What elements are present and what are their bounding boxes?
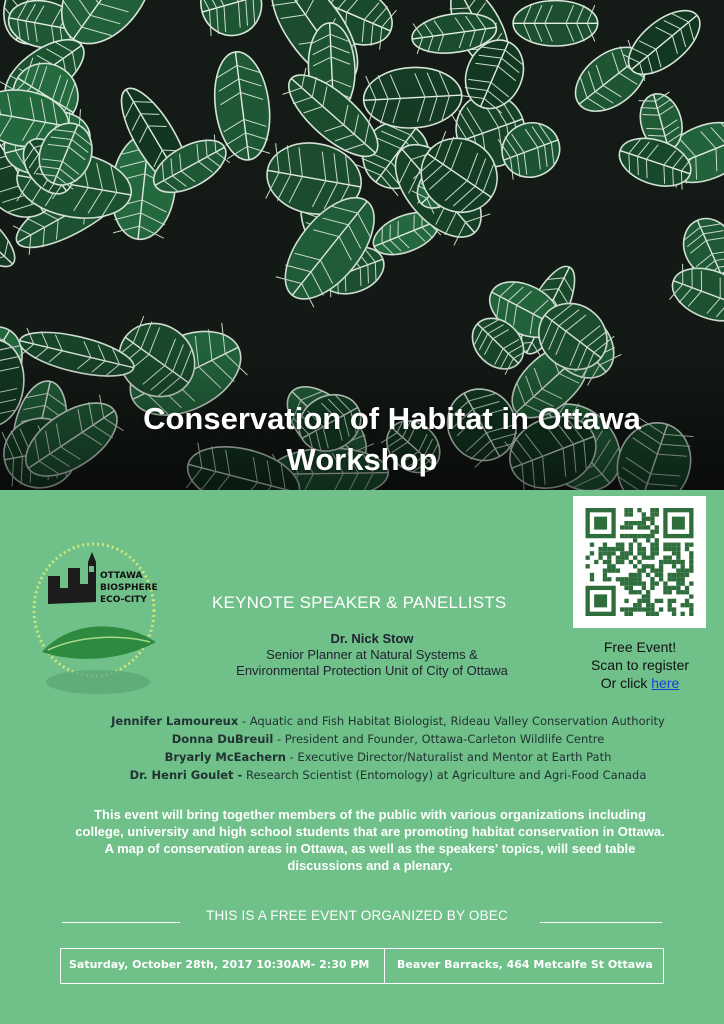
event-location: Beaver Barracks, 464 Metcalfe St Ottawa: [397, 958, 653, 971]
panellist-role: - President and Founder, Ottawa-Carleton Wildlife Centre: [273, 732, 605, 746]
register-link[interactable]: here: [651, 675, 680, 691]
keynote-speaker-name: Dr. Nick Stow: [330, 631, 414, 646]
panellist-name: Jennifer Lamoureux: [111, 714, 239, 728]
keynote-speaker: [190, 631, 554, 679]
panellist-item: [60, 730, 716, 748]
click-label: [570, 674, 710, 692]
divider-right: [540, 922, 662, 923]
panellist-list: [60, 712, 716, 784]
event-date: Saturday, October 28th, 2017 10:30AM- 2:30 PM: [69, 958, 370, 971]
divider-left: [62, 922, 180, 923]
qr-code-icon: [585, 508, 694, 616]
free-event-banner: [0, 908, 724, 928]
title-line-1: Conservation of Habitat in Ottawa: [143, 401, 641, 436]
event-details-box: [60, 948, 664, 984]
logo-text-3: ECO-CITY: [100, 595, 147, 605]
hero-image: [0, 0, 724, 490]
click-prefix: Or click: [600, 675, 652, 691]
keynote-speaker-role-1: Senior Planner at Natural Systems &: [266, 647, 478, 662]
panellist-role: - Executive Director/Naturalist and Mentor at Earth Path: [285, 750, 612, 764]
eco-city-logo-icon: [28, 532, 168, 704]
page-title: [0, 398, 724, 480]
qr-code[interactable]: [573, 496, 706, 628]
panellist-item: [60, 766, 716, 784]
panellist-item: [60, 712, 716, 730]
registration-info: [570, 638, 710, 692]
logo-text-2: BIOSPHERE: [100, 583, 158, 593]
logo-text-1: OTTAWA: [100, 571, 143, 581]
panellist-item: [60, 748, 716, 766]
panellist-name: Bryarly McEachern: [164, 750, 286, 764]
free-event-note: THIS IS A FREE EVENT ORGANIZED BY OBEC: [206, 908, 508, 923]
panellist-name: Dr. Henri Goulet -: [129, 768, 243, 782]
keynote-heading: KEYNOTE SPEAKER & PANELLISTS: [212, 593, 507, 612]
obec-logo: [28, 532, 168, 704]
panellist-role: - Aquatic and Fish Habitat Biologist, Rideau Valley Conservation Authority: [238, 714, 665, 728]
panellist-role: Research Scientist (Entomology) at Agriculture and Agri-Food Canada: [242, 768, 647, 782]
event-description: This event will bring together members of the public with various organizations including college, university and high school students that are promoting habitat conservation in Ottawa. A map of conservation areas in Ottawa, as well as the speakers' topics, will seed table discussions and a plenary.: [75, 807, 665, 873]
title-line-2: Workshop: [286, 442, 438, 477]
scan-label: Scan to register: [590, 657, 690, 673]
details-divider: [384, 949, 385, 983]
keynote-speaker-role-2: Environmental Protection Unit of City of Ottawa: [236, 663, 508, 678]
free-event-label: Free Event!: [603, 639, 677, 655]
panellist-name: Donna DuBreuil: [171, 732, 274, 746]
